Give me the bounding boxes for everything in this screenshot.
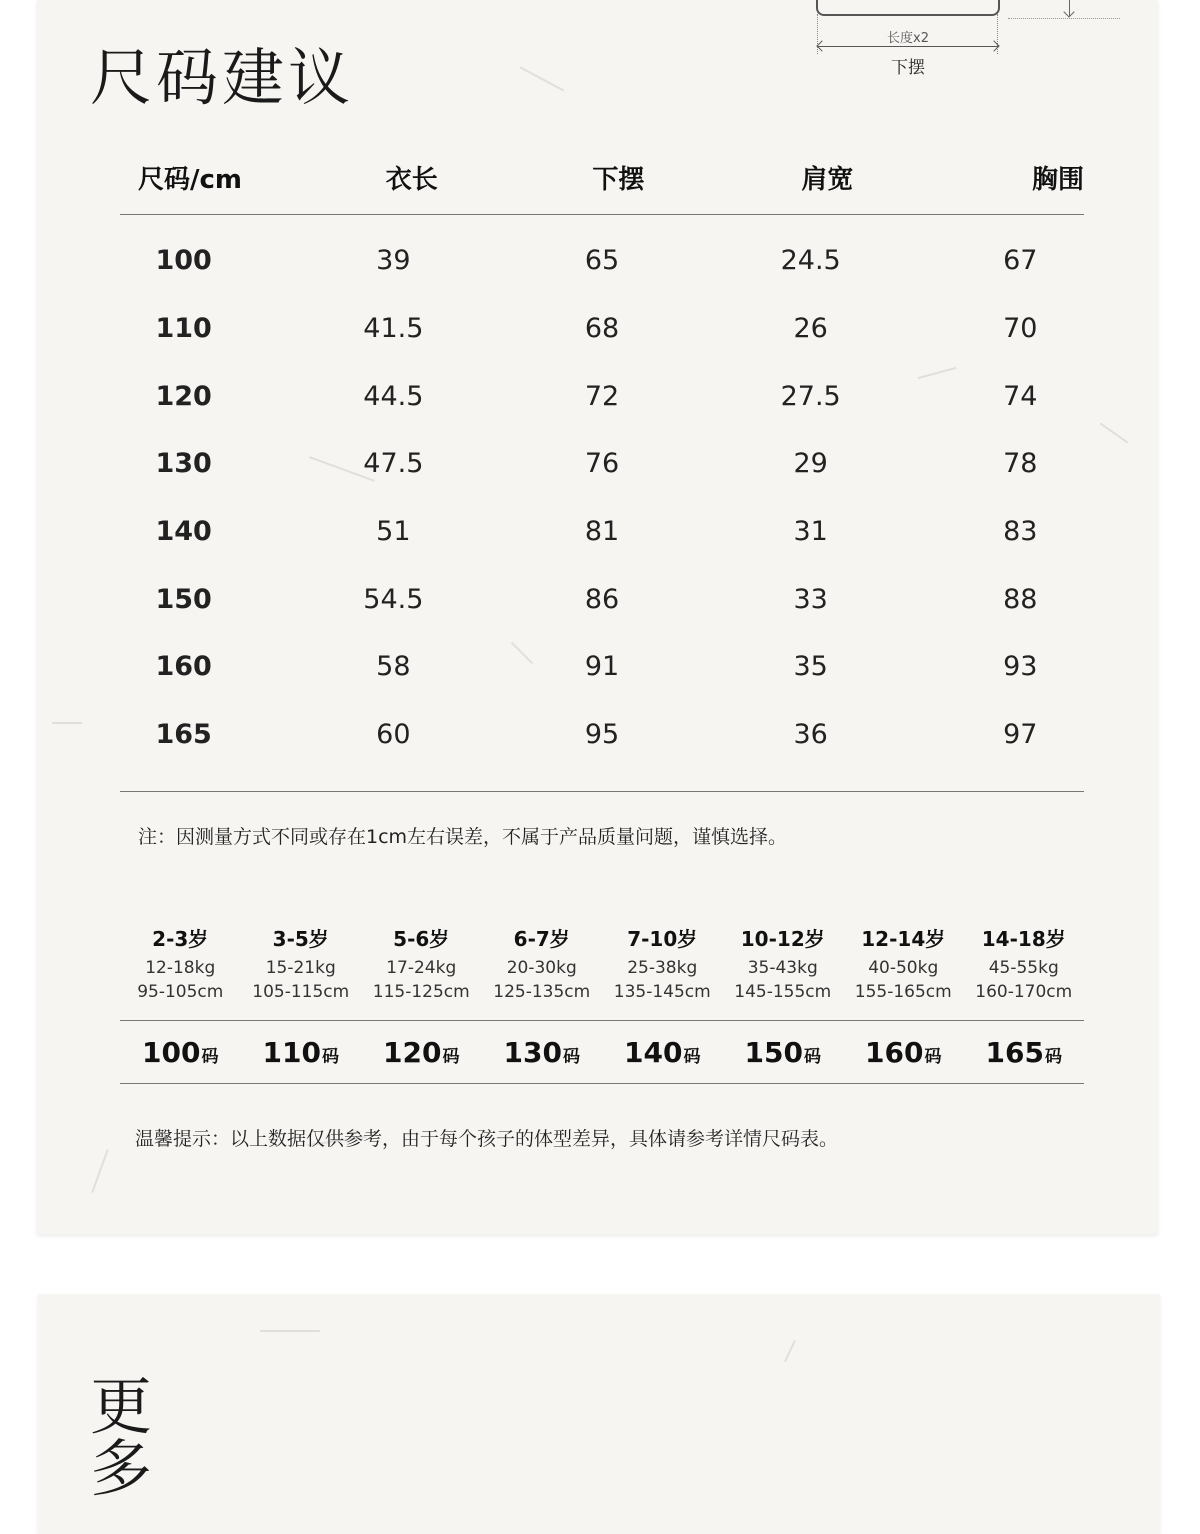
measurement-value: 86 <box>584 583 620 615</box>
age-weight: 20-30kg <box>506 958 577 978</box>
measurement-value: 41.5 <box>363 313 424 345</box>
measurement-value: 81 <box>584 516 620 548</box>
age-range: 14-18岁 <box>981 927 1066 951</box>
size-table-header <box>120 140 1084 215</box>
size-unit: 码 <box>683 1046 701 1067</box>
size-number: 140 <box>624 1035 683 1069</box>
age-range: 7-10岁 <box>627 927 698 951</box>
measurement-value: 51 <box>376 516 411 548</box>
recommended-size <box>361 1036 482 1069</box>
more-card <box>38 1294 1160 1534</box>
table-row <box>120 498 1084 566</box>
measurement-value: 60 <box>376 719 411 751</box>
measurement-value: 68 <box>584 313 620 345</box>
double-arrow-icon <box>818 46 998 47</box>
size-value: 165 <box>155 719 212 751</box>
recommended-size <box>120 1036 241 1069</box>
header-length: 衣长 <box>385 164 438 195</box>
age-column <box>120 922 241 1004</box>
measurement-value: 83 <box>1003 516 1038 548</box>
age-weight: 25-38kg <box>627 958 698 978</box>
size-unit: 码 <box>803 1046 821 1067</box>
hem-diagram <box>780 0 1140 90</box>
age-height: 160-170cm <box>975 982 1073 1002</box>
size-table <box>120 140 1084 792</box>
tip-note: 温馨提示：以上数据仅供参考，由于每个孩子的体型差异，具体请参考详情尺码表。 <box>135 1128 839 1150</box>
size-value: 120 <box>155 380 212 412</box>
shirt-hem-outline <box>816 0 1000 16</box>
age-height: 95-105cm <box>137 982 224 1002</box>
header-shoulder: 肩宽 <box>801 164 854 195</box>
recommended-size <box>723 1036 844 1069</box>
measurement-value: 26 <box>793 313 828 345</box>
recommended-size <box>843 1036 964 1069</box>
age-range: 10-12岁 <box>740 927 825 951</box>
recommended-size <box>964 1036 1085 1069</box>
measurement-value: 39 <box>376 245 411 277</box>
size-number: 100 <box>142 1035 201 1069</box>
age-weight: 40-50kg <box>868 958 939 978</box>
recommended-size <box>482 1036 603 1069</box>
age-range: 3-5岁 <box>272 927 329 951</box>
page-title: 尺码建议 <box>90 41 355 114</box>
measurement-value: 47.5 <box>363 448 424 480</box>
measurement-value: 35 <box>793 651 828 683</box>
measurement-value: 78 <box>1003 448 1038 480</box>
age-range: 5-6岁 <box>393 927 450 951</box>
measurement-value: 31 <box>793 516 828 548</box>
header-chest: 胸围 <box>1031 164 1084 195</box>
age-height: 135-145cm <box>613 982 711 1002</box>
dimension-name: 下摆 <box>891 58 925 78</box>
size-unit: 码 <box>924 1046 942 1067</box>
size-unit: 码 <box>321 1046 339 1067</box>
table-row <box>120 295 1084 363</box>
age-column <box>723 922 844 1004</box>
age-height: 125-135cm <box>493 982 591 1002</box>
paper-texture <box>519 66 564 91</box>
size-value: 140 <box>155 516 212 548</box>
measurement-value: 65 <box>584 245 620 277</box>
measurement-value: 97 <box>1003 719 1038 751</box>
header-hem: 下摆 <box>592 164 645 195</box>
size-value: 160 <box>155 651 212 683</box>
size-number: 120 <box>383 1035 442 1069</box>
size-value: 130 <box>155 448 212 480</box>
age-column <box>964 922 1085 1004</box>
size-unit: 码 <box>442 1046 460 1067</box>
measurement-value: 74 <box>1003 380 1038 412</box>
size-table-body <box>120 215 1084 792</box>
size-unit: 码 <box>201 1046 219 1067</box>
table-row <box>120 227 1084 295</box>
measurement-value: 29 <box>793 448 828 480</box>
measurement-value: 91 <box>584 651 620 683</box>
paper-texture <box>91 1149 109 1193</box>
size-number: 165 <box>985 1035 1044 1069</box>
measurement-value: 33 <box>793 583 828 615</box>
size-unit: 码 <box>1044 1046 1062 1067</box>
age-column <box>361 922 482 1004</box>
header-size: 尺码/cm <box>138 164 243 195</box>
measurement-value: 24.5 <box>780 245 841 277</box>
measurement-note: 注：因测量方式不同或存在1cm左右误差，不属于产品质量问题，谨慎选择。 <box>138 826 788 848</box>
table-row <box>120 565 1084 633</box>
recommended-size <box>602 1036 723 1069</box>
age-column <box>843 922 964 1004</box>
measurement-value: 36 <box>793 719 828 751</box>
age-weight: 15-21kg <box>265 958 336 978</box>
age-range: 2-3岁 <box>152 927 209 951</box>
table-row <box>120 362 1084 430</box>
table-row <box>120 701 1084 769</box>
paper-texture <box>1100 422 1129 443</box>
size-value: 100 <box>155 245 212 277</box>
age-weight: 17-24kg <box>386 958 457 978</box>
size-number: 110 <box>262 1035 321 1069</box>
measurement-value: 70 <box>1003 313 1038 345</box>
guide-line <box>1008 18 1120 19</box>
age-weight: 35-43kg <box>747 958 818 978</box>
size-value: 150 <box>155 583 212 615</box>
age-height: 105-115cm <box>252 982 350 1002</box>
size-number: 130 <box>503 1035 562 1069</box>
table-row <box>120 430 1084 498</box>
paper-texture <box>52 722 82 724</box>
size-number: 160 <box>865 1035 924 1069</box>
recommended-sizes-row <box>120 1020 1084 1084</box>
age-weight: 45-55kg <box>988 958 1059 978</box>
measurement-value: 93 <box>1003 651 1038 683</box>
measurement-value: 95 <box>584 719 620 751</box>
age-range: 12-14岁 <box>861 927 946 951</box>
measurement-value: 88 <box>1003 583 1038 615</box>
measurement-value: 76 <box>584 448 620 480</box>
age-columns <box>120 922 1084 1004</box>
age-height: 155-165cm <box>854 982 952 1002</box>
age-range: 6-7岁 <box>513 927 570 951</box>
age-size-guide <box>120 922 1084 1084</box>
age-column <box>482 922 603 1004</box>
age-weight: 12-18kg <box>145 958 216 978</box>
measurement-value: 27.5 <box>780 380 841 412</box>
paper-texture <box>784 1340 796 1363</box>
age-column <box>602 922 723 1004</box>
age-height: 145-155cm <box>734 982 832 1002</box>
measurement-value: 58 <box>376 651 411 683</box>
recommended-size <box>241 1036 362 1069</box>
size-number: 150 <box>744 1035 803 1069</box>
age-height: 115-125cm <box>372 982 470 1002</box>
paper-texture <box>260 1330 320 1332</box>
measurement-value: 72 <box>584 380 620 412</box>
size-value: 110 <box>155 313 212 345</box>
measurement-value: 44.5 <box>363 380 424 412</box>
size-unit: 码 <box>562 1046 580 1067</box>
more-section-title: 更多 <box>90 1370 153 1505</box>
age-column <box>241 922 362 1004</box>
dimension-label: 长度x2 <box>887 31 929 46</box>
down-arrow-icon <box>1069 0 1070 16</box>
table-row <box>120 633 1084 701</box>
measurement-value: 54.5 <box>363 583 424 615</box>
measurement-value: 67 <box>1003 245 1038 277</box>
